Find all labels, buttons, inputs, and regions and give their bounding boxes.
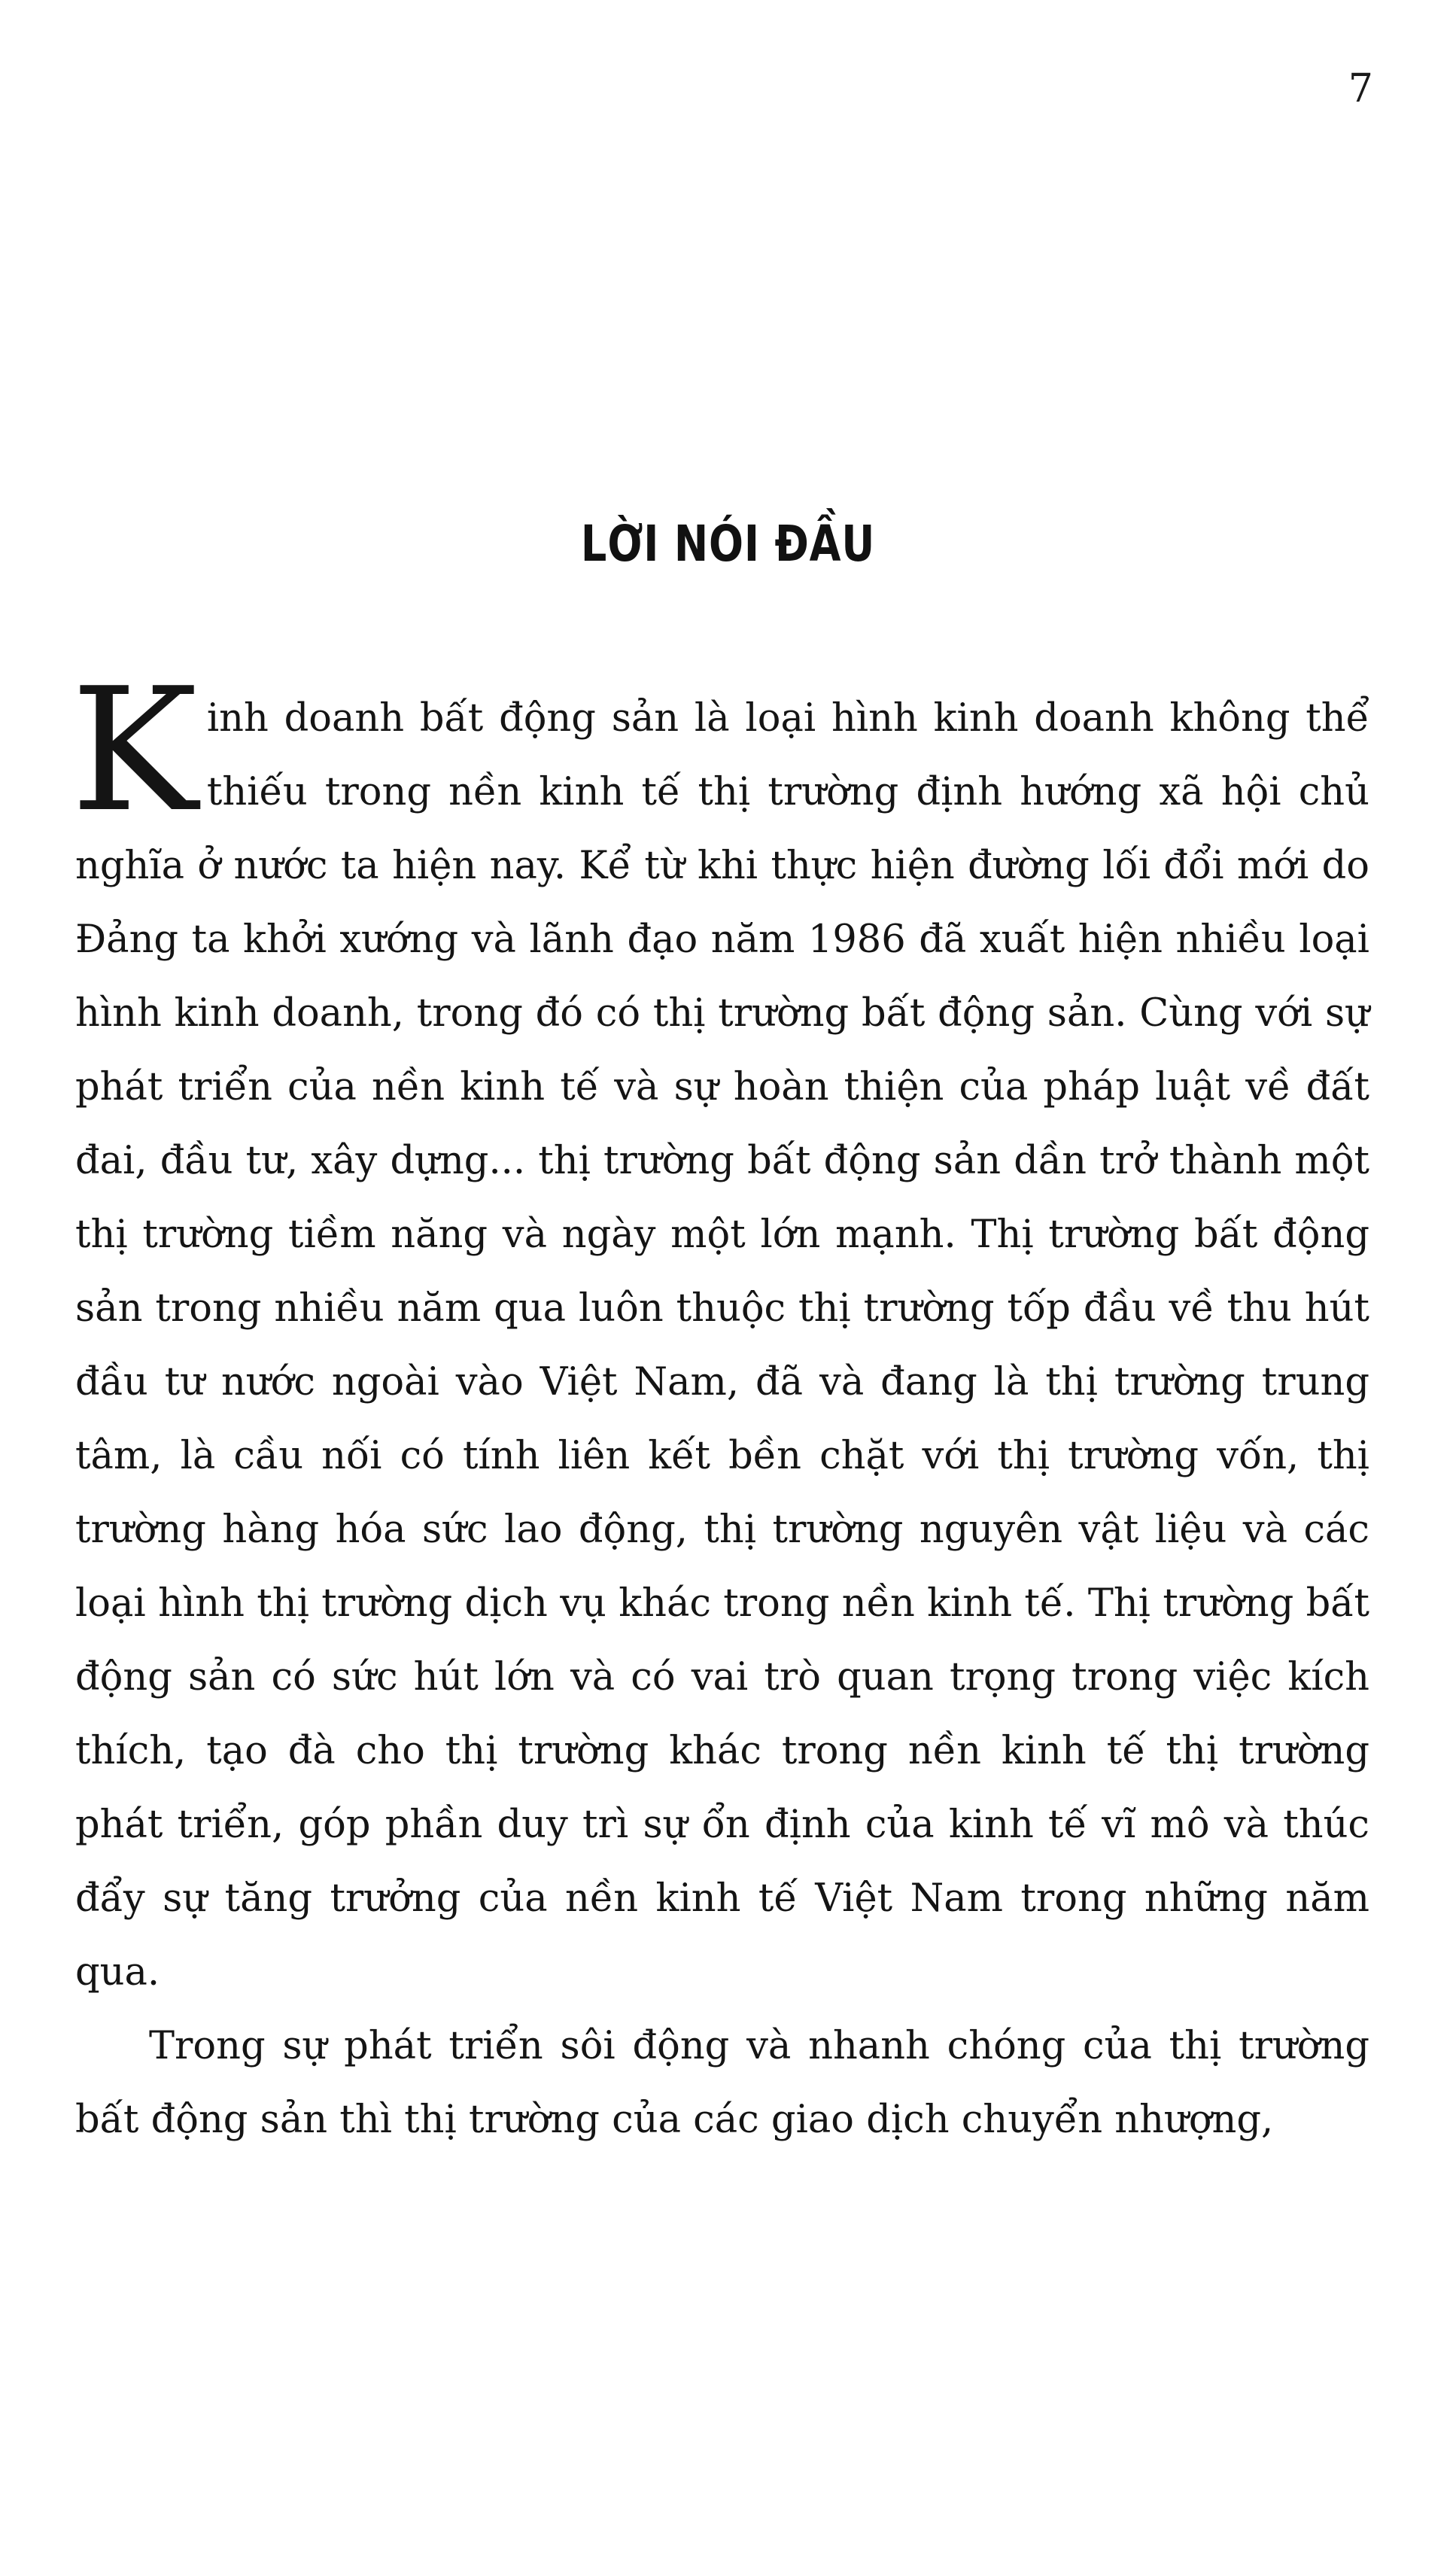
paragraph-1 (71, 652, 1369, 2010)
page-title: LỜI NÓI ĐẦU (580, 515, 876, 574)
body-text (71, 652, 1369, 2157)
page-number: 7 (1348, 66, 1373, 111)
paragraph-1-text: inh doanh bất động sản là loại hình kinh doanh không thể thiếu trong nền kinh tế thị trường định hướng xã hội chủ nghĩa ở nước ta hiện nay. Kể từ khi thực hiện đường lối đổi mới do Đảng ta khởi xướng và lãnh đạo năm 1986 đã xuất hiện nhiều loại hình kinh doanh, trong đó có thị trường bất động sản. Cùng với sự phát triển của nền kinh tế và sự hoàn thiện của pháp luật về đất đai, đầu tư, xây dựng... thị trường bất động sản dần trở thành một thị trường tiềm năng và ngày một lớn mạnh. Thị trường bất động sản trong nhiều năm qua luôn thuộc thị trường tốp đầu về thu hút đầu tư nước ngoài vào Việt Nam, đã và đang là thị trường trung tâm, là cầu nối có tính liên kết bền chặt với thị trường vốn, thị trường hàng hóa sức lao động, thị trường nguyên vật liệu và các loại hình thị trường dịch vụ khác trong nền kinh tế. Thị trường bất động sản có sức hút lớn và có vai trò quan trọng trong việc kích thích, tạo đà cho thị trường khác trong nền kinh tế thị trường phát triển, góp phần duy trì sự ổn định của kinh tế vĩ mô và thúc đẩy sự tăng trưởng của nền kinh tế Việt Nam trong những năm qua. (75, 696, 1369, 1995)
paragraph-2: Trong sự phát triển sôi động và nhanh chóng của thị trường bất động sản thì thị trường của các giao dịch chuyển nhượng, (75, 2024, 1369, 2142)
drop-cap: K (71, 652, 198, 850)
